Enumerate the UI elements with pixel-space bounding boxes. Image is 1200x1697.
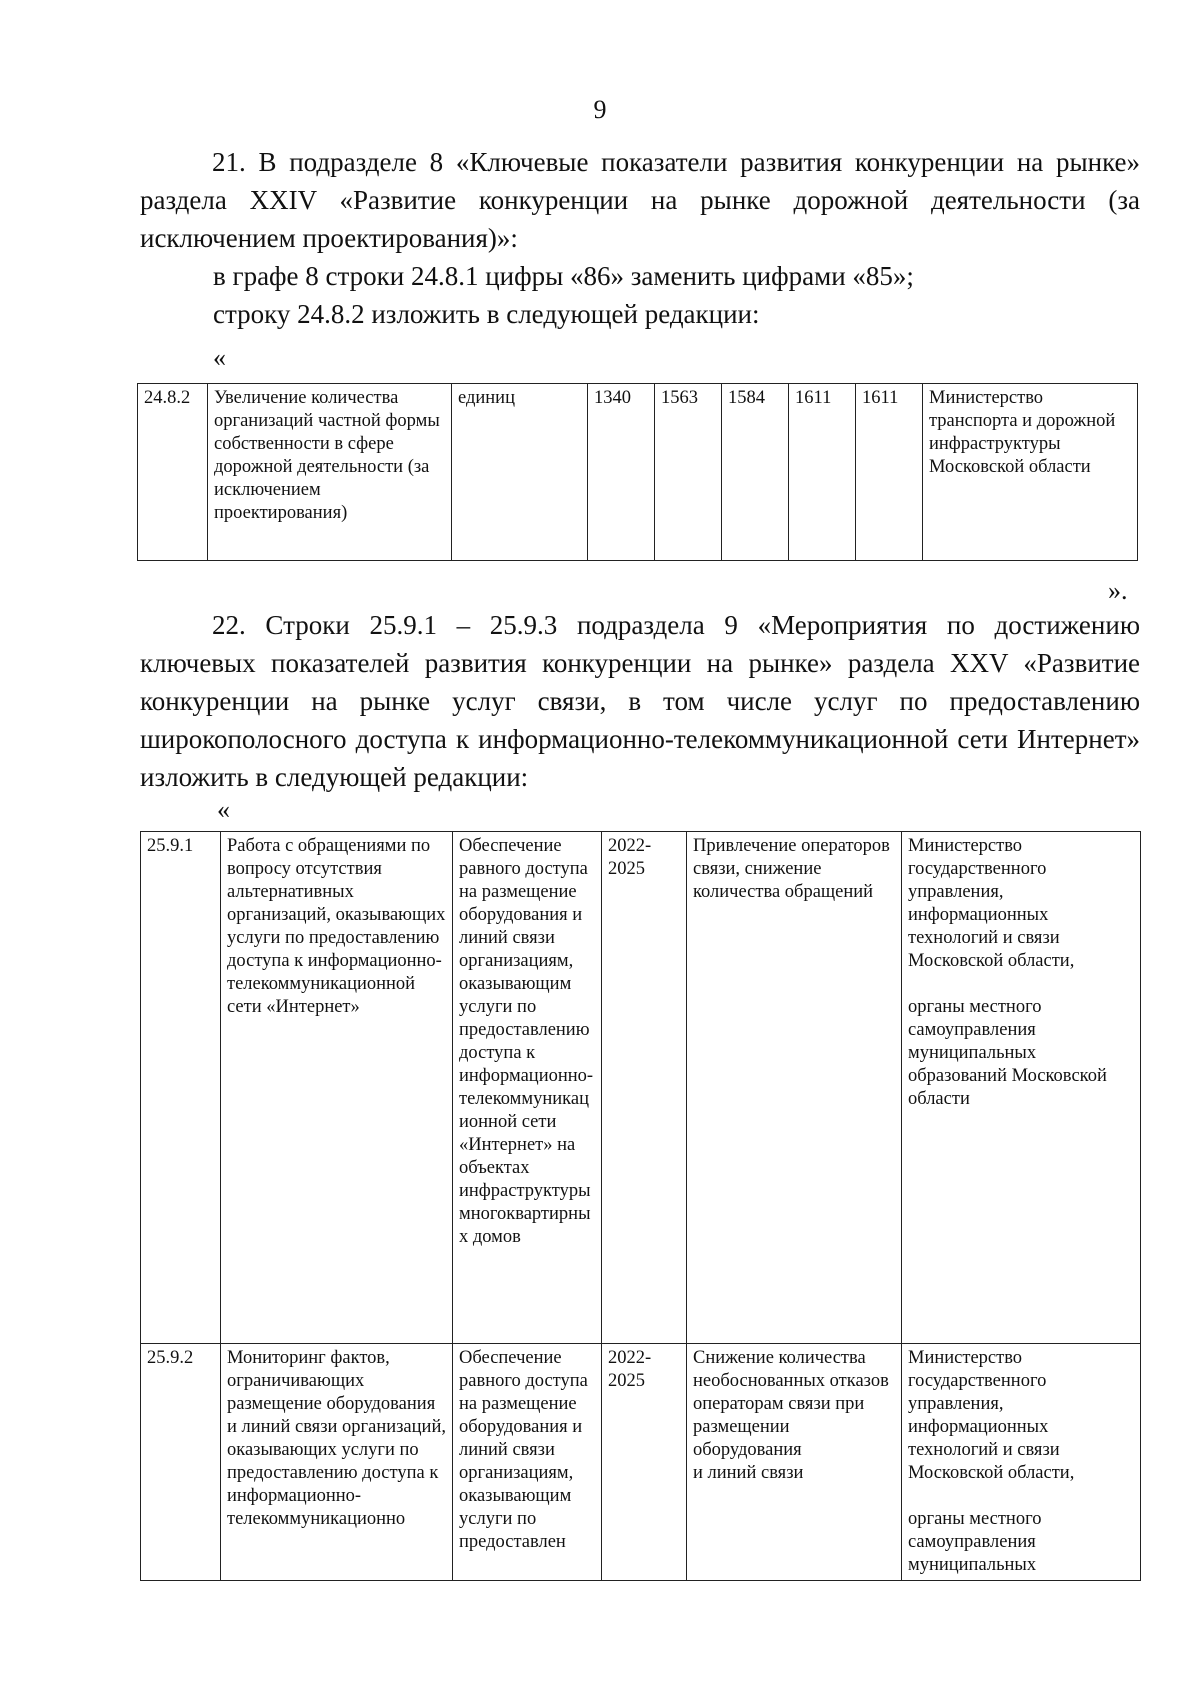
cell-code: 25.9.2 (141, 1344, 221, 1581)
table-25-9 (140, 831, 1141, 1581)
cell-period: 2022- 2025 (602, 1344, 687, 1581)
cell-indicator-name: Увеличение количества организаций частной формы собственности в сфере дорожной деятельности (за исключением проектирования) (208, 384, 452, 561)
cell-value-3: 1584 (722, 384, 789, 561)
cell-responsible: Министерство государственного управления, информационных технологий и связи Московской области, органы местного самоуправления муниципальных (902, 1344, 1141, 1581)
section-22-intro: 22. Строки 25.9.1 – 25.9.3 подраздела 9 «Мероприятия по достижению ключевых показателей развития конкуренции на рынке» раздела XXV «Развитие конкуренции на рынке услуг связи, в том числе услуг по предоставлению широкополосного доступа к информационно-телекоммуникационной сети Интернет» изложить в следующей редакции: (140, 610, 1140, 792)
cell-unit: единиц (452, 384, 588, 561)
page-number: 9 (593, 95, 607, 124)
cell-result: Снижение количества необоснованных отказов операторам связи при размещении оборудования и линий связи (687, 1344, 902, 1581)
cell-responsible: Министерство транспорта и дорожной инфраструктуры Московской области (923, 384, 1138, 561)
table-row (141, 832, 1141, 1344)
cell-activity-name: Мониторинг фактов, ограничивающих размещение оборудования и линий связи организаций, оказывающих услуги по предоставлению доступа к информационно-телекоммуникационно (221, 1344, 453, 1581)
cell-measure: Обеспечение равного доступа на размещение оборудования и линий связи организациям, оказывающим услуги по предоставлению доступа к информационно-телекоммуникационной сети «Интернет» на объектах инфраструктуры многоквартирных домов (453, 832, 602, 1344)
cell-value-1: 1340 (588, 384, 655, 561)
cell-period: 2022- 2025 (602, 832, 687, 1344)
close-quote-1: ». (1108, 576, 1128, 605)
cell-responsible: Министерство государственного управления, информационных технологий и связи Московской области, органы местного самоуправления муниципальных образований Московской области (902, 832, 1141, 1344)
cell-value-4: 1611 (789, 384, 856, 561)
cell-value-5: 1611 (856, 384, 923, 561)
table-24-8-2 (137, 383, 1138, 561)
cell-code: 24.8.2 (138, 384, 208, 561)
cell-measure: Обеспечение равного доступа на размещение оборудования и линий связи организациям, оказывающим услуги по предоставлен (453, 1344, 602, 1581)
open-quote-2: « (217, 795, 230, 824)
table-row (141, 1344, 1141, 1581)
cell-activity-name: Работа с обращениями по вопросу отсутствия альтернативных организаций, оказывающих услуги по предоставлению доступа к информационно-телекоммуникационной сети «Интернет» (221, 832, 453, 1344)
section-21-intro: 21. В подразделе 8 «Ключевые показатели развития конкуренции на рынке» раздела XXIV «Развитие конкуренции на рынке дорожной деятельности (за исключением проектирования)»: (140, 147, 1140, 253)
table-row (138, 384, 1138, 561)
cell-value-2: 1563 (655, 384, 722, 561)
open-quote-1: « (213, 343, 226, 372)
cell-result: Привлечение операторов связи, снижение количества обращений (687, 832, 902, 1344)
section-21-line-2: строку 24.8.2 изложить в следующей редакции: (213, 299, 760, 329)
cell-code: 25.9.1 (141, 832, 221, 1344)
section-21-line-1: в графе 8 строки 24.8.1 цифры «86» заменить цифрами «85»; (213, 261, 914, 291)
